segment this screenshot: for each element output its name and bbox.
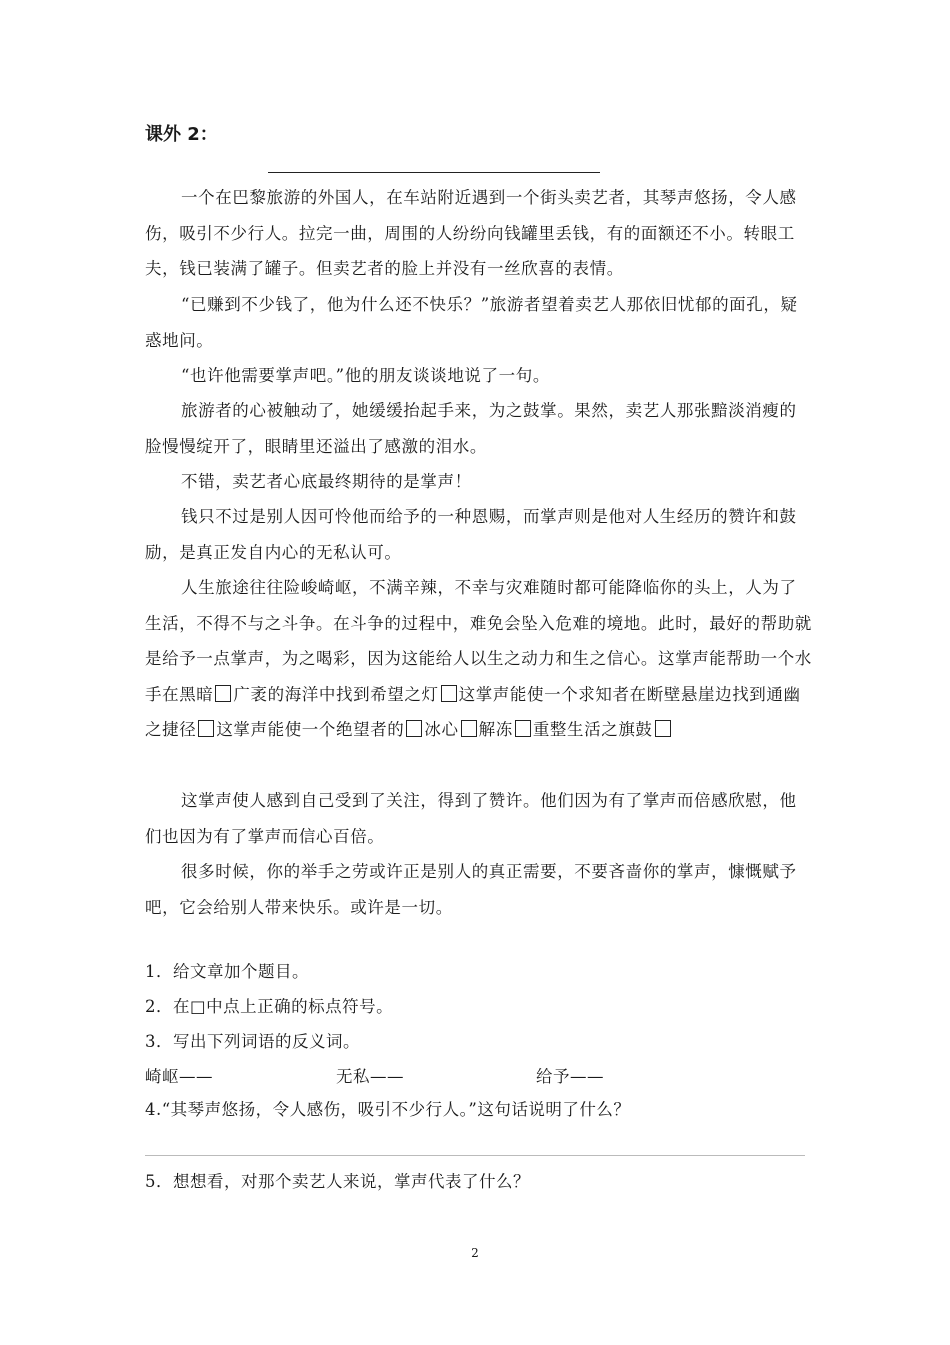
punctuation-box[interactable] [461, 720, 477, 737]
punctuation-box[interactable] [215, 685, 231, 702]
paragraph-3: “也许他需要掌声吧。”他的朋友谈谈地说了一句。 [181, 366, 550, 385]
paragraph-1: 一个在巴黎旅游的外国人，在车站附近遇到一个街头卖艺者，其琴声悠扬，令人感伤，吸引不少行人。拉完一曲，周围的人纷纷向钱罐里丢钱，有的面额还不小。转眼工夫，钱已装满了罐子。但卖艺者的脸上并没有一丝欣喜的表情。 [145, 188, 797, 278]
paragraph-7 [145, 570, 813, 748]
punctuation-box[interactable] [655, 720, 671, 737]
antonym-item: 无私—— [336, 1067, 404, 1086]
title-blank-line [268, 172, 600, 173]
question-3: 3．写出下列词语的反义词。 [145, 1032, 360, 1051]
answer-line[interactable] [145, 1155, 805, 1156]
paragraph-9: 很多时候，你的举手之劳或许正是别人的真正需要，不要吝啬你的掌声，慷慨赋予吧，它会给别人带来快乐。或许是一切。 [145, 862, 797, 917]
p7-segment: 广袤的海洋中找到希望之灯 [233, 684, 439, 704]
p7-segment: 这掌声能使一个绝望者的 [216, 720, 405, 739]
punctuation-box[interactable] [198, 720, 214, 737]
question-1: 1．给文章加个题目。 [145, 962, 309, 981]
antonym-item: 给予—— [536, 1067, 604, 1086]
p7-segment: 重整生活之旗鼓 [532, 720, 653, 739]
punctuation-box[interactable] [441, 685, 457, 702]
section-heading: 课外 2： [145, 124, 218, 145]
paragraph-6: 钱只不过是别人因可怜他而给予的一种恩赐，而掌声则是他对人生经历的赞许和鼓励，是真正发自内心的无私认可。 [145, 507, 797, 562]
paragraph-2: “已赚到不少钱了，他为什么还不快乐？”旅游者望着卖艺人那依旧忧郁的面孔，疑惑地问。 [145, 295, 798, 350]
paragraph-5: 不错，卖艺者心底最终期待的是掌声！ [181, 472, 472, 491]
p7-segment: 这掌声能使一个求知者在断壁悬崖边找到通幽之捷径 [145, 684, 801, 739]
paragraph-4: 旅游者的心被触动了，她缓缓抬起手来，为之鼓掌。果然，卖艺人那张黯淡消瘦的脸慢慢绽开了，眼睛里还溢出了感激的泪水。 [145, 401, 797, 456]
question-5: 5．想想看，对那个卖艺人来说，掌声代表了什么？ [145, 1172, 530, 1191]
punctuation-box[interactable] [515, 720, 531, 737]
page-number: 2 [471, 1246, 479, 1260]
question-4: 4.“其琴声悠扬，令人感伤，吸引不少行人。”这句话说明了什么？ [145, 1100, 631, 1119]
paragraph-8: 这掌声使人感到自己受到了关注，得到了赞许。他们因为有了掌声而倍感欣慰，他们也因为有了掌声而信心百倍。 [145, 791, 797, 846]
p7-segment: 冰心 [424, 720, 459, 739]
punctuation-box[interactable] [406, 720, 422, 737]
p7-segment: 解冻 [478, 720, 513, 739]
p7-segment: 人生旅途往往险峻崎岖，不满辛辣，不幸与灾难随时都可能降临你的头上，人为了生活，不得不与之斗争。在斗争的过程中，难免会坠入危难的境地。此时，最好的帮助就是给予一点掌声，为之喝彩，因为这能给人以生之动力和生之信心。这掌声能帮助一个水手在黑暗 [145, 578, 812, 704]
question-2: 2．在□中点上正确的标点符号。 [145, 997, 394, 1016]
antonym-item: 崎岖—— [145, 1067, 213, 1086]
